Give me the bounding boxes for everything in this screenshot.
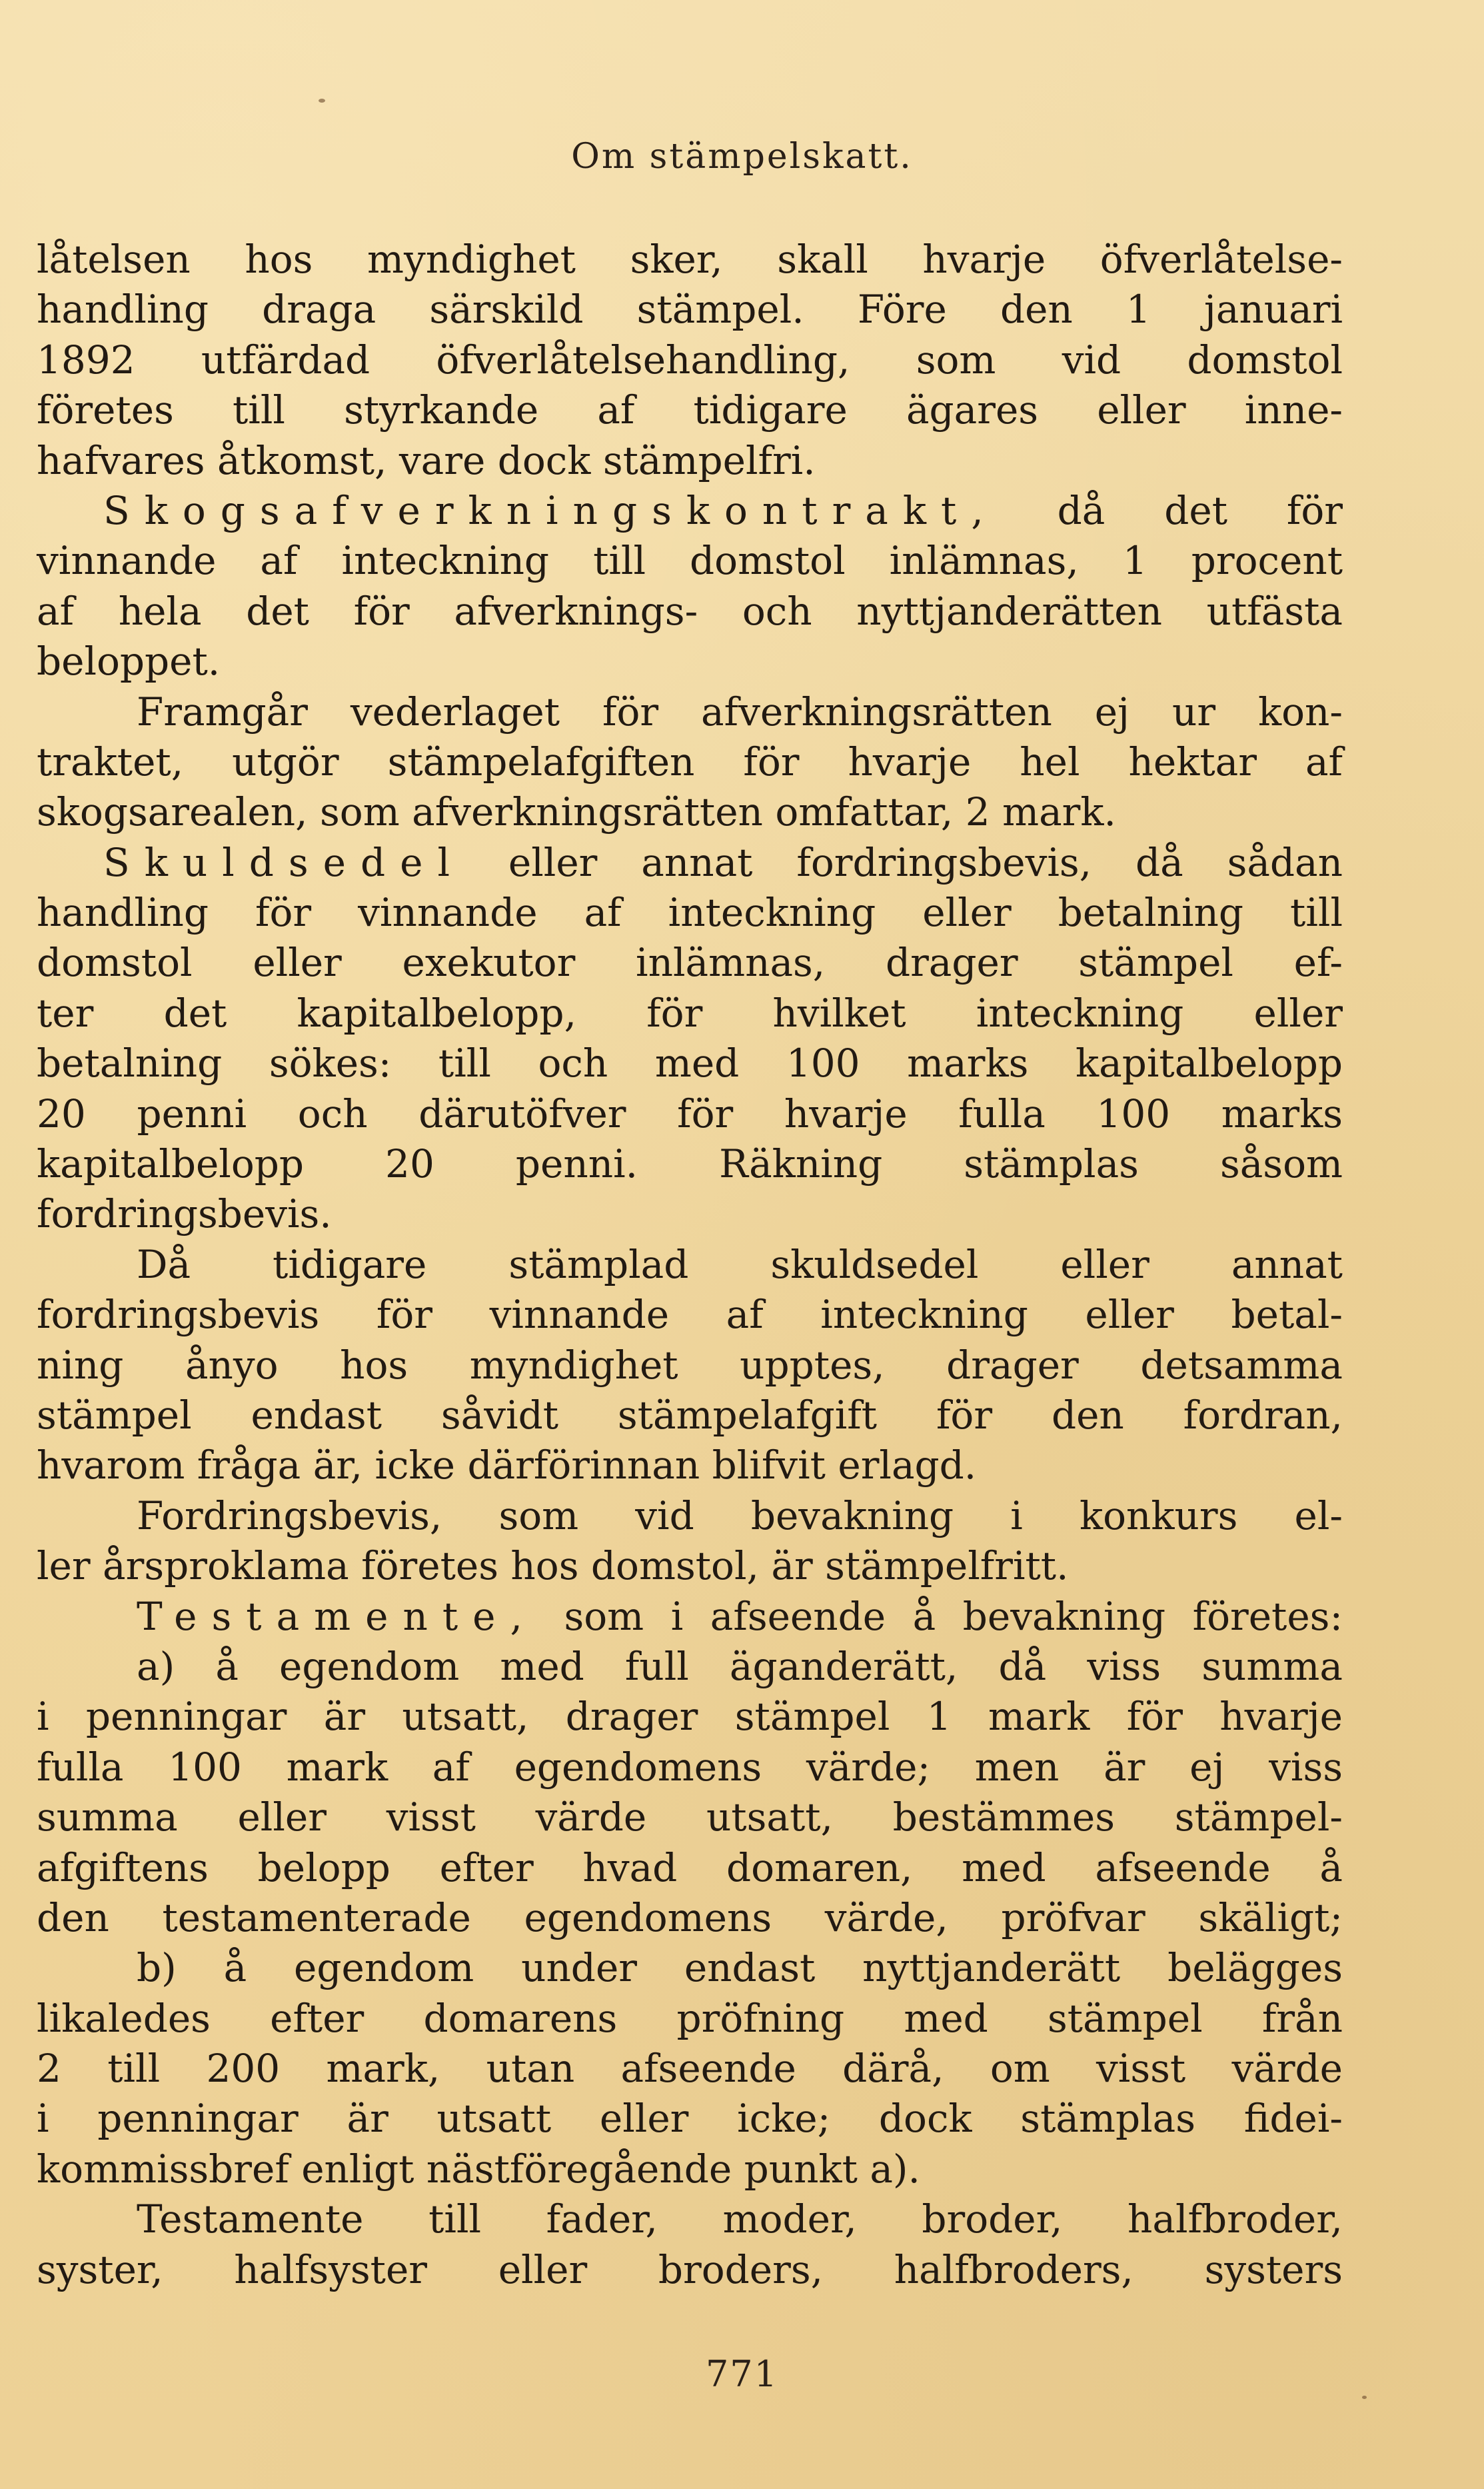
spaced-term: Testamente,	[137, 1593, 537, 1639]
text-line: Testamente till fader, moder, broder, halfbroder,	[137, 2196, 1343, 2242]
text-line: hvarom fråga är, icke därförinnan blifvit erlagd.	[37, 1442, 977, 1488]
text-line	[37, 1592, 1343, 1642]
text-line: företes till styrkande af tidigare ägares eller inne-	[37, 387, 1343, 433]
text-fragment: som i afseende å bevakning företes:	[536, 1593, 1343, 1639]
text-line: likaledes efter domarens pröfning med stämpel från	[37, 1995, 1343, 2041]
text-line: kommissbref enligt nästföregående punkt a).	[37, 2146, 920, 2192]
text-line: fordringsbevis.	[37, 1191, 332, 1237]
body-text	[37, 235, 1343, 2295]
text-line: af hela det för afverknings- och nyttjanderätten utfästa	[37, 588, 1343, 634]
text-line: 20 penni och därutöfver för hvarje fulla 100 marks	[37, 1091, 1343, 1137]
text-line: skogsarealen, som afverkningsrätten omfattar, 2 mark.	[37, 789, 1116, 835]
text-line: vinnande af inteckning till domstol inlämnas, 1 procent	[37, 538, 1343, 584]
text-line: syster, halfsyster eller broders, halfbroders, systers	[37, 2246, 1343, 2292]
text-line: fulla 100 mark af egendomens värde; men är ej viss	[37, 1744, 1343, 1790]
text-line: b) å egendom under endast nyttjanderätt belägges	[137, 1945, 1343, 1991]
text-fragment: då det för	[998, 487, 1343, 533]
text-line: traktet, utgör stämpelafgiften för hvarje hel hektar af	[37, 739, 1343, 785]
page-number: 771	[705, 2353, 779, 2395]
text-line: låtelsen hos myndighet sker, skall hvarje öfverlåtelse-	[37, 237, 1343, 282]
text-line: beloppet.	[37, 639, 221, 685]
text-line: Då tidigare stämplad skuldsedel eller annat	[137, 1241, 1343, 1287]
text-line: Fordringsbevis, som vid bevakning i konkurs el-	[137, 1492, 1343, 1538]
text-line: hafvares åtkomst, vare dock stämpelfri.	[37, 437, 816, 483]
text-line: kapitalbelopp 20 penni. Räkning stämplas såsom	[37, 1141, 1343, 1187]
running-title: Om stämpelskatt.	[571, 137, 913, 177]
text-line: ter det kapitalbelopp, för hvilket inteckning eller	[37, 990, 1343, 1036]
paper-speck	[1362, 2396, 1367, 2399]
text-line: afgiftens belopp efter hvad domaren, med afseende å	[37, 1844, 1343, 1890]
text-line: ler årsproklama företes hos domstol, är stämpelfritt.	[37, 1543, 1069, 1589]
text-fragment: eller annat fordringsbevis, då sådan	[464, 839, 1343, 885]
text-line: den testamenterade egendomens värde, pröfvar skäligt;	[37, 1894, 1343, 1940]
text-line: 2 till 200 mark, utan afseende därå, om visst värde	[37, 2046, 1343, 2092]
text-line: i penningar är utsatt eller icke; dock stämplas fidei-	[37, 2096, 1343, 2142]
text-line: handling draga särskild stämpel. Före den 1 januari	[37, 287, 1343, 333]
paper-speck	[319, 99, 325, 103]
spaced-term: Skuldsedel	[103, 839, 465, 885]
text-line: fordringsbevis för vinnande af inteckning eller betal-	[37, 1292, 1343, 1338]
text-line: summa eller visst värde utsatt, bestämmes stämpel-	[37, 1794, 1343, 1840]
spaced-term: Skogsafverkningskontrakt,	[103, 487, 998, 533]
text-line: stämpel endast såvidt stämpelafgift för den fordran,	[37, 1392, 1343, 1438]
text-line: 1892 utfärdad öfverlåtelsehandling, som vid domstol	[37, 337, 1343, 383]
text-line	[37, 838, 1343, 888]
text-line	[37, 486, 1343, 536]
text-line: ning ånyo hos myndighet upptes, drager detsamma	[37, 1342, 1343, 1388]
text-line: a) å egendom med full äganderätt, då viss summa	[137, 1643, 1343, 1689]
text-line: handling för vinnande af inteckning eller betalning till	[37, 890, 1343, 936]
text-line: i penningar är utsatt, drager stämpel 1 mark för hvarje	[37, 1694, 1343, 1740]
text-line: betalning sökes: till och med 100 marks kapitalbelopp	[37, 1041, 1343, 1087]
text-line: domstol eller exekutor inlämnas, drager stämpel ef-	[37, 940, 1343, 986]
text-line: Framgår vederlaget för afverkningsrätten ej ur kon-	[137, 689, 1343, 735]
